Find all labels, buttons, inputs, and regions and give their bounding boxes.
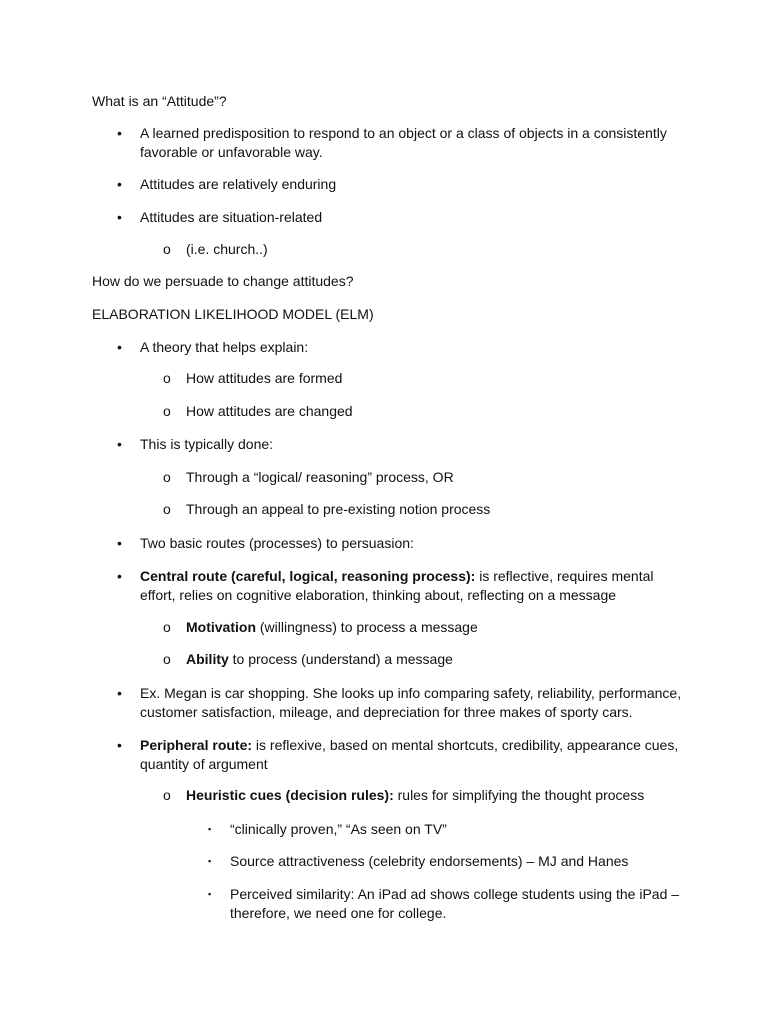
ability-label: Ability <box>186 651 229 667</box>
central-route-label: Central route (careful, logical, reasoning process): <box>140 568 476 584</box>
sub-bullet-text: Through a “logical/ reasoning” process, OR <box>186 469 454 485</box>
sub-bullet-text: (i.e. church..) <box>186 241 268 257</box>
bullet-marker: • <box>117 535 122 551</box>
bullet-marker: • <box>117 685 122 701</box>
sub-bullet-text: Through an appeal to pre-existing notion process <box>186 501 491 517</box>
sub-bullet-marker: o <box>163 501 171 517</box>
square-bullet-marker: ▪ <box>208 824 212 834</box>
sub-bullet-text: How attitudes are formed <box>186 370 343 386</box>
sub-bullet-marker: o <box>163 241 171 257</box>
bullet-text <box>140 567 690 605</box>
sub-bullet-marker: o <box>163 619 171 635</box>
square-bullet-marker: ▪ <box>208 856 212 866</box>
bullet-text: A learned predisposition to respond to an object or a class of objects in a consistently favorable or unfavorable way. <box>140 125 667 160</box>
bullet-marker: • <box>117 209 122 225</box>
heuristic-cues-label: Heuristic cues (decision rules): <box>186 787 394 803</box>
sub-bullet-marker: o <box>163 469 171 485</box>
sub-sub-bullet-text: Perceived similarity: An iPad ad shows college students using the iPad – therefore, we need one for college. <box>230 886 680 921</box>
sub-bullet-text <box>186 618 478 637</box>
motivation-description: (willingness) to process a message <box>256 619 478 635</box>
sub-bullet-marker: o <box>163 370 171 386</box>
bullet-text: Attitudes are relatively enduring <box>140 176 337 192</box>
bullet-marker: • <box>117 436 122 452</box>
central-route-description: is reflective, requires mental effort, relies on cognitive elaboration, thinking about, reflecting on a message <box>140 568 654 603</box>
bullet-marker: • <box>117 737 122 753</box>
sub-bullet-marker: o <box>163 787 171 803</box>
peripheral-route-label: Peripheral route: <box>140 737 253 753</box>
sub-bullet-text <box>186 650 453 669</box>
square-bullet-marker: ▪ <box>208 889 212 899</box>
sub-sub-bullet-text: “clinically proven,” “As seen on TV” <box>230 821 447 837</box>
sub-bullet-marker: o <box>163 403 171 419</box>
sub-bullet-text <box>186 786 644 805</box>
bullet-text: A theory that helps explain: <box>140 339 309 355</box>
bullet-marker: • <box>117 568 122 584</box>
question-heading: How do we persuade to change attitudes? <box>92 273 354 289</box>
bullet-text <box>140 736 700 774</box>
bullet-text: Two basic routes (processes) to persuasion: <box>140 535 414 551</box>
bullet-text: Attitudes are situation-related <box>140 209 323 225</box>
section-heading: ELABORATION LIKELIHOOD MODEL (ELM) <box>92 306 374 322</box>
heuristic-cues-description: rules for simplifying the thought process <box>393 787 645 803</box>
sub-bullet-marker: o <box>163 651 171 667</box>
motivation-label: Motivation <box>186 619 256 635</box>
bullet-marker: • <box>117 176 122 192</box>
ability-description: to process (understand) a message <box>228 651 453 667</box>
sub-bullet-text: How attitudes are changed <box>186 403 353 419</box>
question-heading: What is an “Attitude”? <box>92 93 227 109</box>
sub-sub-bullet-text: Source attractiveness (celebrity endorsements) – MJ and Hanes <box>230 853 629 869</box>
bullet-text: Ex. Megan is car shopping. She looks up info comparing safety, reliability, performance, customer satisfaction, mileage, and depreciation for three makes of sporty cars. <box>140 685 682 720</box>
bullet-text: This is typically done: <box>140 436 274 452</box>
bullet-marker: • <box>117 339 122 355</box>
peripheral-route-description: is reflexive, based on mental shortcuts, credibility, appearance cues, quantity of argument <box>140 737 679 772</box>
bullet-marker: • <box>117 125 122 141</box>
